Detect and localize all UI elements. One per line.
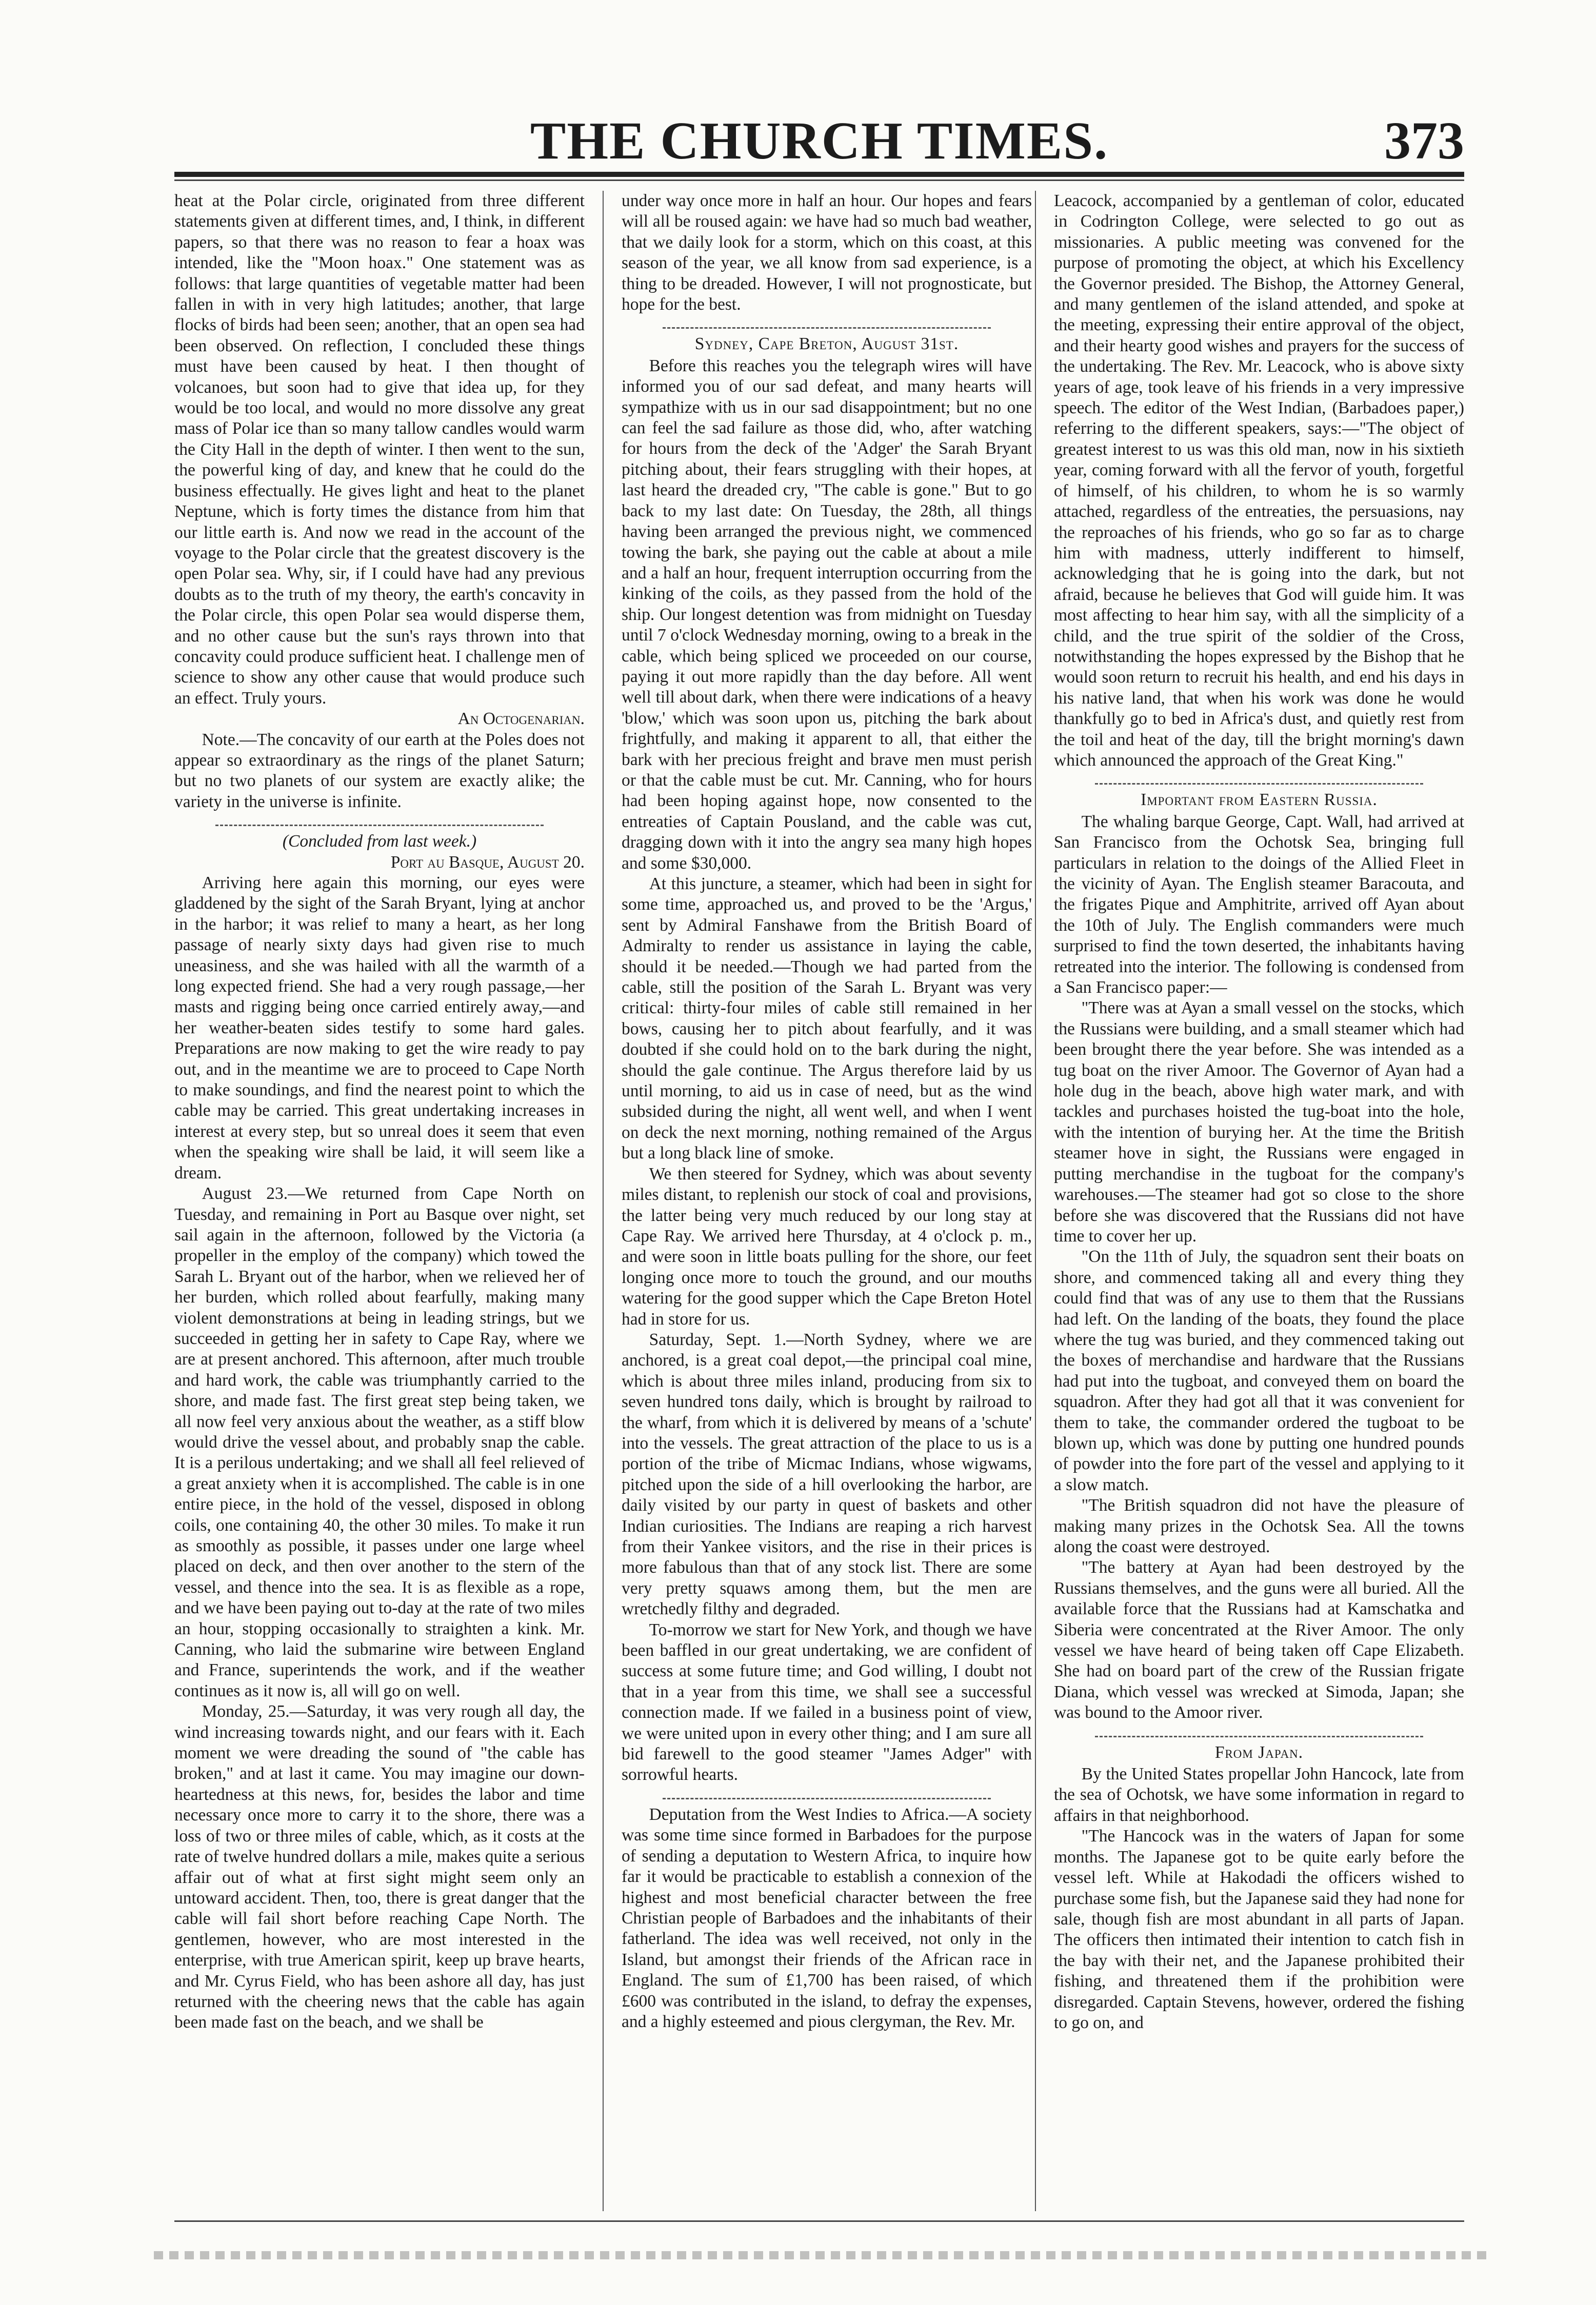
article-paragraph: We then steered for Sydney, which was about seventy miles distant, to replenish our stock of coal and provisions, the latter being very much reduced by our long stay at Cape Ray. We arrived here Thursday, at 4 o'clock p. m., and were soon in little boats pulling for the shore, our feet longing once more to touch the ground, and our mouths watering for the good supper which the Cape Breton Hotel had in store for us. bbox=[622, 1164, 1032, 1329]
column-divider bbox=[603, 191, 604, 2211]
article-paragraph: "On the 11th of July, the squadron sent their boats on shore, and commenced taking all and every thing they could find that was of any use to them that the Russians had left. On the landing of the boats, they found the place where the tug was buried, and they commenced taking out the boxes of merchandise and hardware that the Russians had put into the tugboat, and conveyed them on board the squadron. After they had got all that it was convenient for them to take, the commander ordered the tugboat to be blown up, which was done by putting one hundred pounds of powder into the fore part of the vessel and applying to it a slow match. bbox=[1054, 1247, 1464, 1494]
article-signature: An Octogenarian. bbox=[457, 709, 585, 729]
print-artifact-strip bbox=[154, 2251, 1487, 2259]
masthead-rule bbox=[174, 172, 1464, 177]
column-3 bbox=[1054, 191, 1464, 2211]
article-paragraph: "There was at Ayan a small vessel on the stocks, which the Russians were building, and a small steamer which had been brought there the year before. She was intended as a tug boat on the river Amoor. The Governor of Ayan had a hole dug in the beach, above high water mark, and with tackles and purchases hoisted the tug-boat into the hole, with the intention of burying her. At the time the British steamer hove in sight, the Russians were engaged in putting merchandise in the tugboat for the company's warehouses.—The steamer had got so close to the shore before she was discovered that the Russians did not have time to cover her up. bbox=[1054, 998, 1464, 1246]
section-heading: Important from Eastern Russia. bbox=[1141, 790, 1378, 810]
column-2 bbox=[622, 191, 1032, 2211]
masthead-rule-thin bbox=[174, 179, 1464, 181]
masthead bbox=[174, 110, 1464, 172]
column-divider bbox=[1035, 191, 1036, 2211]
section-separator bbox=[1095, 776, 1423, 785]
article-paragraph: At this juncture, a steamer, which had been in sight for some time, approached us, and proved to be the 'Argus,' sent by Admiral Fanshawe from the British Board of Admiralty to render us assistance in laying the cable, should it be needed.—Though we had parted from the cable, still the position of the Sarah L. Bryant was very critical: thirty-four miles of cable still remained in her bows, causing her to pitch about fearfully, and it was doubted if she could hold on to the bark during the night, should the gale continue. The Argus therefore laid by us until morning, to aid us in case of need, but as the wind subsided during the night, all went well, and when I went on deck the next morning, nothing remained of the Argus but a long black line of smoke. bbox=[622, 874, 1032, 1163]
article-paragraph: Saturday, Sept. 1.—North Sydney, where we are anchored, is a great coal depot,—the principal coal mine, which is about three miles inland, producing from six to seven hundred tons daily, which is brought by railroad to the wharf, from which it is delivered by means of a 'schute' into the vessels. The great attraction of the place to us is a portion of the tribe of Micmac Indians, whose wigwams, pitched upon the side of a hill overlooking the harbor, are daily visited by our party in quest of baskets and other Indian curiosities. The Indians are reaping a rich harvest from their Yankee visitors, and the rise in their prices is more fabulous than that of any stock list. There are some very pretty squaws among them, but the men are wretchedly filthy and degraded. bbox=[622, 1330, 1032, 1619]
section-separator bbox=[1095, 1729, 1423, 1737]
article-paragraph: heat at the Polar circle, originated from three different statements given at different times, and, I think, in different papers, so that there was no reason to fear a hoax was intended, like the "Moon hoax." One statement was as follows: that large quantities of vegetable matter had been fallen in with in very high latitudes; another, that large flocks of birds had been seen; another, that an open sea had been observed. On reflection, I concluded these things must have been caused by heat. I then thought of volcanoes, but soon had to give that idea up, for they would be too local, and would no more dissolve any great mass of Polar ice than so many tallow candles would warm the City Hall in the depth of winter. I then went to the sun, the powerful king of day, and knew that he could do the business effectually. He gives light and heat to the planet Neptune, which is forty times the distance from him that our little earth is. And now we read in the account of the voyage to the Polar circle that the greatest discovery is the open Polar sea. Why, sir, if I could have had any previous doubts as to the truth of my theory, the earth's concavity in the Polar circle, this open Polar sea would disperse them, and no other cause but the sun's rays thrown into that concavity could produce sufficient heat. I challenge men of science to show any other cause that would produce such an effect. Truly yours. bbox=[174, 191, 585, 708]
article-paragraph: To-morrow we start for New York, and though we have been baffled in our great undertaking, we are confident of success at some future time; and God willing, I doubt not that in a year from this time, we shall see a successful connection made. If we failed in a business point of view, we were united upon in every other thing; and I am sure all bid farewell to the good steamer "James Adger" with sorrowful hearts. bbox=[622, 1620, 1032, 1785]
column-1 bbox=[174, 191, 585, 2211]
article-paragraph: By the United States propellar John Hancock, late from the sea of Ochotsk, we have some information in regard to affairs in that neighborhood. bbox=[1054, 1765, 1464, 1825]
article-paragraph: August 23.—We returned from Cape North on Tuesday, and remaining in Port au Basque over night, set sail again in the afternoon, followed by the Victoria (a propeller in the employ of the company) which towed the Sarah L. Bryant out of the harbor, when we relieved her of her burden, which rolled about fearfully, making many violent demonstrations at being in leading strings, but we succeeded in getting her in safety to Cape Ray, where we are at present anchored. This afternoon, after much trouble and hard work, the cable was triumphantly carried to the shore, and made fast. The first great step being taken, we all now feel very anxious about the weather, as a stiff blow would drive the vessel about, and probably snap the cable. It is a perilous undertaking; and we shall all feel relieved of a great anxiety when it is accomplished. The cable is in one entire piece, in the hold of the vessel, disposed in oblong coils, one containing 40, the other 30 miles. To make it run as smoothly as possible, it passes under one large wheel placed on deck, and then over another to the stern of the vessel, and thence into the sea. It is as flexible as a rope, and we have been paying out to-day at the rate of two miles an hour, stopping occasionally to straighten a kink. Mr. Canning, who laid the submarine wire between England and France, superintends the work, and if the weather continues as it now is, all will go on well. bbox=[174, 1184, 585, 1700]
article-paragraph: Leacock, accompanied by a gentleman of color, educated in Codrington College, were selected to go out as missionaries. A public meeting was convened for the purpose of promoting the object, at which his Excellency the Governor presided. The Bishop, the Attorney General, and many gentlemen of the island attended, and spoke at the meeting, expressing their entire approval of the object, and their hearty good wishes and prayers for the success of the undertaking. The Rev. Mr. Leacock, who is above sixty years of age, took leave of his friends in a very impressive speech. The editor of the West Indian, (Barbadoes paper,) referring to the different speakers, says:—"The object of greatest interest to us was this old man, now in his sixtieth year, coming forward with all the fervor of youth, forgetful of himself, of his children, to whom he is so warmly attached, regardless of the entreaties, the persuasions, nay the reproaches of his friends, who go so far as to charge him with madness, utterly indifferent to himself, acknowledging that he is going into the dark, but not afraid, because he believes that God will guide him. It was most affecting to hear him say, with all the simplicity of a child, and the true spirit of the soldier of the Cross, notwithstanding the hopes expressed by the Bishop that he would soon return to recruit his health, and end his days in his native land, that when his work was done he would thankfully go to bed in Africa's dust, and quietly rest from the toil and heat of the day, till the bright morning's dawn which announced the approach of the Great King." bbox=[1054, 191, 1464, 770]
dateline: Port au Basque, August 20. bbox=[390, 852, 585, 872]
article-paragraph: The whaling barque George, Capt. Wall, had arrived at San Francisco from the Ochotsk Sea, bringing full particulars in relation to the doings of the Allied Fleet in the vicinity of Ayan. The English steamer Baracouta, and the frigates Pique and Amphitrite, arrived off Ayan about the 10th of July. The English commanders were much surprised to find the town deserted, the inhabitants having retreated into the interior. The following is condensed from a San Francisco paper:— bbox=[1054, 812, 1464, 997]
section-separator bbox=[215, 817, 544, 826]
article-paragraph: Before this reaches you the telegraph wires will have informed you of our sad defeat, and many hearts will sympathize with us in our sad disappointment; but no one can feel the sad failure as those did, who, after watching for hours from the deck of the 'Adger' the Sarah Bryant pitching about, their fears struggling with their hopes, at last heard the dreaded cry, "The cable is gone." But to go back to my last date: On Tuesday, the 28th, all things having been arranged the previous night, we commenced towing the bark, she paying out the cable at about a mile and a half an hour, frequent interruption occurring from the kinking of the coils, as they passed from the hold of the ship. Our longest detention was from midnight on Tuesday until 7 o'clock Wednesday morning, owing to a break in the cable, which being spliced we proceeded on our course, paying it out more rapidly than the day before. All went well till about dark, when there were indications of a heavy 'blow,' which was soon upon us, pitching the bark about frightfully, and making it apparent to all, that either the bark with her precious freight and brave men must perish or that the cable must be cut. Mr. Canning, who for hours had been hoping against hope, now consented to the entreaties of Captain Pousland, and the cable was cut, dragging down with it into the angry sea many high hopes and some $30,000. bbox=[622, 356, 1032, 873]
article-paragraph: Arriving here again this morning, our eyes were gladdened by the sight of the Sarah Bryant, lying at anchor in the harbor; it was relief to many a heart, as her long passage of nearly sixty days had given rise to much uneasiness, and she was hailed with all the warmth of a long expected friend. She had a very rough passage,—her masts and rigging being once carried entirely away,—and her weather-beaten sides testify to some hard gales. Preparations are now making to get the wire ready to pay out, and in the meantime we are to proceed to Cape North to make soundings, and find the nearest point to which the cable may be carried. This great undertaking increases in interest at every step, but so unreal does it seem that even when the speaking wire shall be laid, it will seem like a dream. bbox=[174, 873, 585, 1182]
article-note: Note.—The concavity of our earth at the Poles does not appear so extraordinary as the rings of the planet Saturn; but no two planets of our system are exactly alike; the variety in the universe is infinite. bbox=[174, 730, 585, 811]
article-paragraph: "The battery at Ayan had been destroyed by the Russians themselves, and the guns were all buried. All the available force that the Russians had at Kamschatka and Siberia were concentrated at the River Amoor. The only vessel we have heard of being taken off Cape Elizabeth. She had on board part of the crew of the Russian frigate Diana, which vessel was wrecked at Simoda, Japan; she was bound to the Amoor river. bbox=[1054, 1558, 1464, 1722]
page-number: 373 bbox=[1384, 111, 1464, 170]
continuation-note: (Concluded from last week.) bbox=[282, 832, 477, 851]
article-paragraph: Deputation from the West Indies to Africa.—A society was some time since formed in Barbadoes for the purpose of sending a deputation to Western Africa, to inquire how far it would be practicable to establish a connexion of the highest and most beneficial character between the free Christian people of Barbadoes and the inhabitants of their fatherland. The idea was well received, not only in the Island, but amongst their friends of the African race in England. The sum of £1,700 has been raised, of which £600 was contributed in the island, to defray the expenses, and a highly esteemed and pious clergyman, the Rev. Mr. bbox=[622, 1805, 1032, 2031]
section-separator bbox=[663, 1791, 991, 1799]
section-heading: From Japan. bbox=[1214, 1742, 1304, 1762]
bottom-rule bbox=[174, 2220, 1464, 2222]
article-paragraph: "The Hancock was in the waters of Japan for some months. The Japanese got to be quite early before the vessel left. While at Hakodadi the officers wished to purchase some fish, but the Japanese said they had none for sale, though fish are most abundant in all parts of Japan. The officers then intimated their intention to catch fish in the bay with their net, and the Japanese prohibited their fishing, and threatened them if the prohibition were disregarded. Captain Stevens, however, ordered the fishing to go on, and bbox=[1054, 1827, 1464, 2032]
dateline: Sydney, Cape Breton, August 31st. bbox=[694, 334, 959, 354]
article-paragraph: "The British squadron did not have the pleasure of making many prizes in the Ochotsk Sea. All the towns along the coast were destroyed. bbox=[1054, 1496, 1464, 1556]
section-separator bbox=[663, 320, 991, 329]
newspaper-title: THE CHURCH TIMES. bbox=[530, 111, 1109, 170]
article-paragraph: Monday, 25.—Saturday, it was very rough all day, the wind increasing towards night, and our fears with it. Each moment we were dreading the sound of "the cable has broken," and at last it came. You may imagine our down-heartedness at this news, for, besides the labor and time necessary once more to carry it to the shore, there was a loss of two or three miles of cable, which, as it costs at the rate of twelve hundred dollars a mile, makes quite a serious affair out of what at first sight might seem only an untoward accident. Then, too, there is great danger that the cable will fail short before reaching Cape North. The gentlemen, however, who are most interested in the enterprise, with true American spirit, keep up brave hearts, and Mr. Cyrus Field, who has been ashore all day, has just returned with the cheering news that the cable has again been made fast on the beach, and we shall be bbox=[174, 1702, 585, 2032]
article-paragraph: under way once more in half an hour. Our hopes and fears will all be roused again: we have had so much bad weather, that we daily look for a storm, which on this coast, at this season of the year, we all know from sad experience, is a thing to be dreaded. However, I will not prognosticate, but hope for the best. bbox=[622, 191, 1032, 314]
